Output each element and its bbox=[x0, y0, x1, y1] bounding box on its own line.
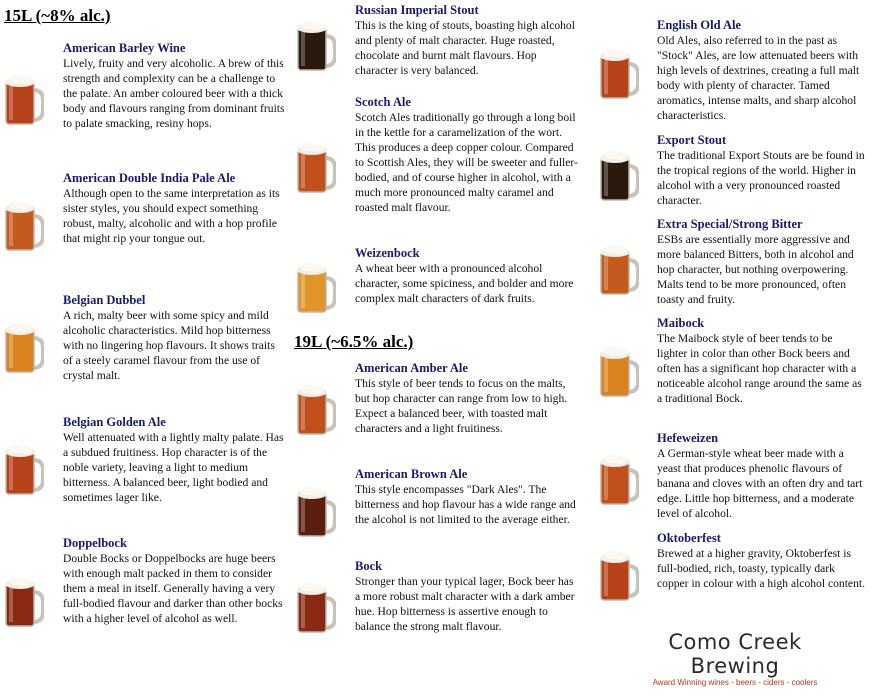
section-title-19l: 19L (~6.5% alc.) bbox=[294, 332, 414, 351]
beer-description: This style encompasses "Dark Ales". The bitterness and hop flavour has a wide range and the alcohol is not limited to the average either. bbox=[355, 483, 576, 526]
beer-entry bbox=[657, 18, 865, 123]
beer-name: Russian Imperial Stout bbox=[355, 3, 479, 17]
section-title-15l: 15L (~8% alc.) bbox=[4, 6, 111, 25]
beer-description: Lively, fruity and very alcoholic. A brew of this strength and complexity can be a challenge to the palate. An amber coloured beer with a thick body and flavours ranging from dominant fruits to palate smacking, resiny hops. bbox=[63, 57, 285, 130]
beer-name: American Barley Wine bbox=[63, 41, 186, 55]
beer-entry bbox=[63, 171, 285, 246]
beer-name: Extra Special/Strong Bitter bbox=[657, 217, 803, 231]
beer-mug-icon bbox=[599, 44, 639, 102]
beer-name: Maibock bbox=[657, 316, 705, 330]
beer-entry bbox=[355, 3, 580, 78]
beer-mug-icon bbox=[4, 440, 44, 498]
beer-entry bbox=[657, 217, 865, 307]
beer-description: ESBs are essentially more aggressive and more balanced Bitters, both in alcohol and hop character, but nothing overpowering. Malts tend to be more pronounced, often toasty and fruity. bbox=[657, 233, 854, 306]
beer-mug-icon bbox=[296, 138, 336, 196]
beer-name: Weizenbock bbox=[355, 246, 420, 260]
beer-description: A wheat beer with a pronounced alcohol character, some spiciness, and bolder and more complex malt characters of dark fruits. bbox=[355, 262, 574, 305]
beer-entry bbox=[355, 361, 580, 436]
beer-entry bbox=[63, 293, 285, 383]
beer-mug-icon bbox=[599, 450, 639, 508]
beer-mug-icon bbox=[4, 196, 44, 254]
beer-entry bbox=[63, 415, 285, 505]
brand-tagline: Award Winning wines - beers - ciders - coolers bbox=[652, 678, 818, 687]
beer-entry bbox=[657, 316, 865, 406]
beer-name: Belgian Dubbel bbox=[63, 293, 146, 307]
beer-name: Export Stout bbox=[657, 133, 727, 147]
beer-description: Stronger than your typical lager, Bock beer has a more robust malt character with a dark amber hue. Hop bitterness is assertive enough to balance the strong malt flavour. bbox=[355, 575, 575, 633]
beer-description: This is the king of stouts, boasting high alcohol and plenty of malt character. Huge roasted, chocolate and burnt malt flavours. Hop character is very balanced. bbox=[355, 19, 575, 77]
beer-mug-icon bbox=[296, 258, 336, 316]
beer-name: Hefeweizen bbox=[657, 431, 719, 445]
beer-entry bbox=[657, 133, 865, 208]
beer-description: Although open to the same interpretation as its sister styles, you should expect something robust, malty, alcoholic and with a hop profile that might rip your tongue out. bbox=[63, 187, 280, 245]
beer-description: Brewed at a higher gravity, Oktoberfest is full-bodied, rich, toasty, typically dark copper in colour with a high alcohol content. bbox=[657, 547, 865, 590]
beer-entry bbox=[355, 246, 580, 306]
beer-mug-icon bbox=[296, 578, 336, 636]
beer-name: English Old Ale bbox=[657, 18, 742, 32]
beer-name: Scotch Ale bbox=[355, 95, 411, 109]
beer-name: American Brown Ale bbox=[355, 467, 468, 481]
beer-name: Bock bbox=[355, 559, 383, 573]
beer-description: This style of beer tends to focus on the malts, but hop character can range from low to high. Expect a balanced beer, with toasted malt characters and a light fruitiness. bbox=[355, 377, 568, 435]
beer-mug-icon bbox=[4, 70, 44, 128]
beer-mug-icon bbox=[599, 240, 639, 298]
beer-mug-icon bbox=[599, 342, 639, 400]
beer-name: Oktoberfest bbox=[657, 531, 721, 545]
beer-description: A rich, malty beer with some spicy and mild alcoholic characteristics. Mild hop bitterness with no lingering hop flavours. It shows traits of a steely caramel flavour from the use of crystal malt. bbox=[63, 309, 275, 382]
beer-name: American Double India Pale Ale bbox=[63, 171, 236, 185]
beer-name: Doppelbock bbox=[63, 536, 127, 550]
beer-description: A German-style wheat beer made with a yeast that produces phenolic flavours of banana and cloves with an often dry and tart edge. Little hop bitterness, and a moderate level of alcohol. bbox=[657, 447, 863, 520]
beer-description: The Maibock style of beer tends to be lighter in color than other Bock beers and often has a significant hop character with a noticeable alcohol range around the same as a traditional Bock. bbox=[657, 332, 862, 405]
beer-mug-icon bbox=[599, 546, 639, 604]
beer-mug-icon bbox=[4, 572, 44, 630]
beer-entry bbox=[657, 431, 865, 521]
beer-description: The traditional Export Stouts are be found in the tropical regions of the world. Higher in alcohol with a very pronounced roasted character. bbox=[657, 149, 865, 207]
beer-mug-icon bbox=[296, 482, 336, 540]
beer-description: Double Bocks or Doppelbocks are huge beers with enough malt packed in them to consider them a meal in itself. Generally having a very full-bodied flavour and darker than other bocks with a higher level of alcohol as well. bbox=[63, 552, 283, 625]
beer-mug-icon bbox=[599, 146, 639, 204]
beer-entry bbox=[355, 467, 580, 527]
beer-description: Old Ales, also referred to in the past as "Stock" Ales, are low attenuated beers with high levels of dextrines, creating a full malt body with plenty of character. Tamed aromatics, intense malts, and sharp alcohol characteristics. bbox=[657, 34, 860, 122]
beer-mug-icon bbox=[4, 318, 44, 376]
brand-title: Como Creek Brewing bbox=[668, 630, 802, 678]
beer-entry bbox=[355, 95, 580, 215]
beer-mug-icon bbox=[296, 380, 336, 438]
beer-description: Well attenuated with a lightly malty palate. Has a subdued fruitiness. Hop character is of the noble variety, leaving a light to medium bitterness. A balanced beer, light bodied and sometimes lager like. bbox=[63, 431, 284, 504]
beer-name: American Amber Ale bbox=[355, 361, 468, 375]
beer-entry bbox=[63, 536, 285, 626]
beer-mug-icon bbox=[296, 16, 336, 74]
beer-entry bbox=[355, 559, 580, 634]
beer-entry bbox=[63, 41, 285, 131]
beer-description: Scotch Ales traditionally go through a long boil in the kettle for a caramelization of the wort. This produces a deep copper colour. Compared to Scottish Ales, they will be sweeter and fuller-bodied, and of course higher in alcohol, with a much more pronounced malty caramel and roasted malt flavour. bbox=[355, 111, 578, 214]
beer-entry bbox=[657, 531, 865, 591]
brand-logo bbox=[630, 630, 840, 687]
beer-name: Belgian Golden Ale bbox=[63, 415, 166, 429]
